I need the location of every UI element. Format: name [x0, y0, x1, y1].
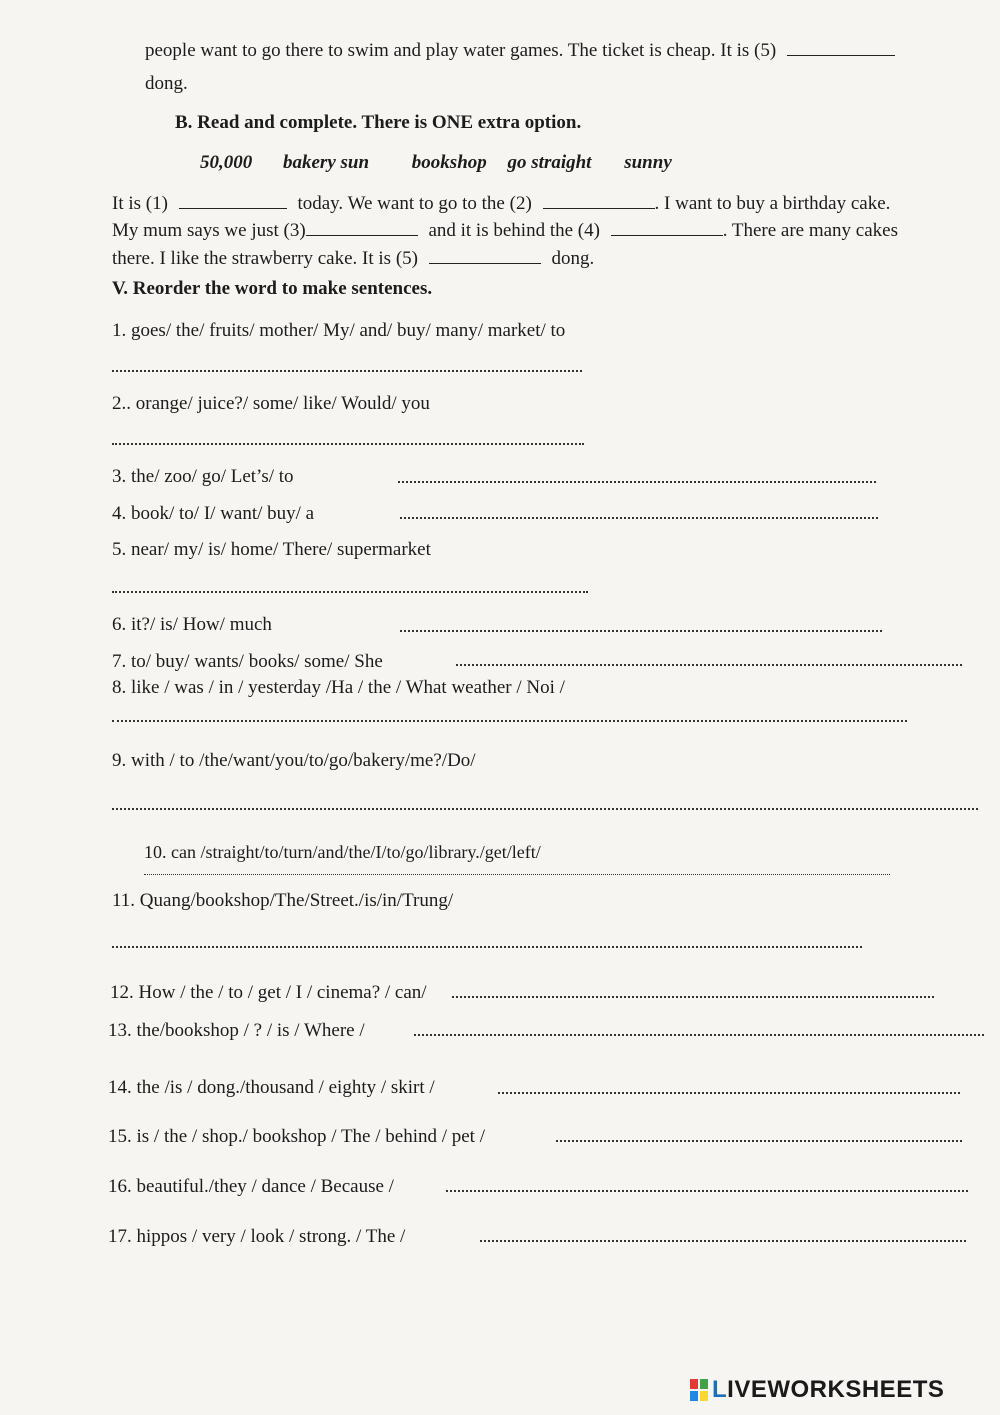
- blank-4[interactable]: [611, 234, 723, 236]
- answer-line-4[interactable]: [400, 517, 878, 519]
- answer-line-5[interactable]: [112, 591, 588, 593]
- blank-intro-5[interactable]: [787, 54, 895, 56]
- answer-line-7[interactable]: [456, 664, 962, 666]
- question-5: 5. near/ my/ is/ home/ There/ supermarket: [112, 539, 431, 560]
- passage-text: there. I like the strawberry cake. It is (5): [112, 248, 418, 269]
- blank-1[interactable]: [179, 207, 287, 209]
- word-bank-item: 50,000: [200, 152, 253, 173]
- answer-line-9[interactable]: [112, 808, 978, 810]
- question-16: [108, 1176, 394, 1198]
- passage-text: It is (1): [112, 193, 168, 214]
- logo-square: [700, 1379, 708, 1389]
- logo-letter: L: [712, 1376, 728, 1403]
- logo-word: IVEWORKSHEETS: [727, 1376, 945, 1403]
- word-bank-item: bookshop: [411, 152, 487, 173]
- blank-5[interactable]: [429, 262, 541, 264]
- intro-line-1: [145, 40, 895, 62]
- answer-line-11[interactable]: [112, 946, 862, 948]
- section-v-heading: V. Reorder the word to make sentences.: [112, 278, 433, 299]
- question-7: 7. to/ buy/ wants/ books/ some/ She: [112, 651, 383, 672]
- question-15: [108, 1126, 485, 1148]
- answer-line-1[interactable]: [112, 370, 582, 372]
- liveworksheets-logo: [690, 1376, 944, 1404]
- question-2: 2.. orange/ juice?/ some/ like/ Would/ you: [112, 393, 430, 414]
- question-text: 12. How / the / to / get / I / cinema? / can/: [110, 982, 427, 1003]
- answer-line-16[interactable]: [446, 1190, 968, 1192]
- passage-line-1: [112, 193, 890, 215]
- word-bank-item: bakery sun: [283, 152, 370, 173]
- blank-3[interactable]: [306, 234, 418, 236]
- question-1: 1. goes/ the/ fruits/ mother/ My/ and/ buy/ many/ market/ to: [112, 320, 566, 341]
- passage-text: My mum says we just (3): [112, 220, 306, 241]
- liveworksheets-logo-icon: [690, 1379, 708, 1401]
- word-bank: [200, 152, 698, 174]
- answer-line-12[interactable]: [452, 996, 934, 998]
- logo-square: [690, 1379, 698, 1389]
- passage-text: today. We want to go to the (2): [297, 193, 532, 214]
- passage-line-3: [112, 248, 594, 270]
- passage-text: . There are many cakes: [722, 220, 898, 241]
- passage-text: dong.: [551, 248, 595, 269]
- answer-line-14[interactable]: [498, 1092, 960, 1094]
- question-10: 10. can /straight/to/turn/and/the/I/to/go/library./get/left/: [144, 842, 541, 862]
- answer-line-2[interactable]: [112, 443, 584, 445]
- question-text: 16. beautiful./they / dance / Because /: [108, 1176, 394, 1197]
- question-17: [108, 1226, 405, 1248]
- passage-line-2: [112, 220, 898, 242]
- question-6: 6. it?/ is/ How/ much: [112, 614, 272, 635]
- question-11: 11. Quang/bookshop/The/Street./is/in/Trung/: [112, 890, 454, 911]
- question-4: 4. book/ to/ I/ want/ buy/ a: [112, 503, 315, 524]
- word-bank-item: sunny: [624, 152, 672, 173]
- answer-line-6[interactable]: [400, 630, 882, 632]
- question-13: [108, 1020, 365, 1042]
- answer-line-15[interactable]: [556, 1140, 962, 1142]
- answer-line-10[interactable]: [144, 874, 890, 875]
- intro-line-2: dong.: [145, 73, 188, 94]
- question-text: 17. hippos / very / look / strong. / The /: [108, 1226, 406, 1247]
- passage-text: . I want to buy a birthday cake.: [654, 193, 891, 214]
- question-text: 13. the/bookshop / ? / is / Where /: [108, 1020, 365, 1041]
- question-14: [108, 1077, 435, 1099]
- question-12: [110, 982, 427, 1004]
- answer-line-8[interactable]: [112, 720, 907, 722]
- answer-line-13[interactable]: [414, 1034, 984, 1036]
- question-3: 3. the/ zoo/ go/ Let’s/ to: [112, 466, 294, 487]
- passage-text: and it is behind the (4): [428, 220, 600, 241]
- blank-2[interactable]: [543, 207, 655, 209]
- logo-square: [700, 1391, 708, 1401]
- question-8: 8. like / was / in / yesterday /Ha / the / What weather / Noi /: [112, 677, 565, 698]
- question-text: 15. is / the / shop./ bookshop / The / behind / pet /: [108, 1126, 485, 1147]
- answer-line-3[interactable]: [398, 481, 876, 483]
- question-9: 9. with / to /the/want/you/to/go/bakery/me?/Do/: [112, 750, 476, 771]
- section-b-heading: B. Read and complete. There is ONE extra option.: [175, 112, 582, 133]
- logo-square: [690, 1391, 698, 1401]
- word-bank-item: go straight: [507, 152, 592, 173]
- intro-text: people want to go there to swim and play water games. The ticket is cheap. It is (5): [145, 40, 777, 61]
- answer-line-17[interactable]: [480, 1240, 966, 1242]
- logo-text: [712, 1376, 944, 1404]
- question-text: 14. the /is / dong./thousand / eighty / skirt /: [108, 1077, 435, 1098]
